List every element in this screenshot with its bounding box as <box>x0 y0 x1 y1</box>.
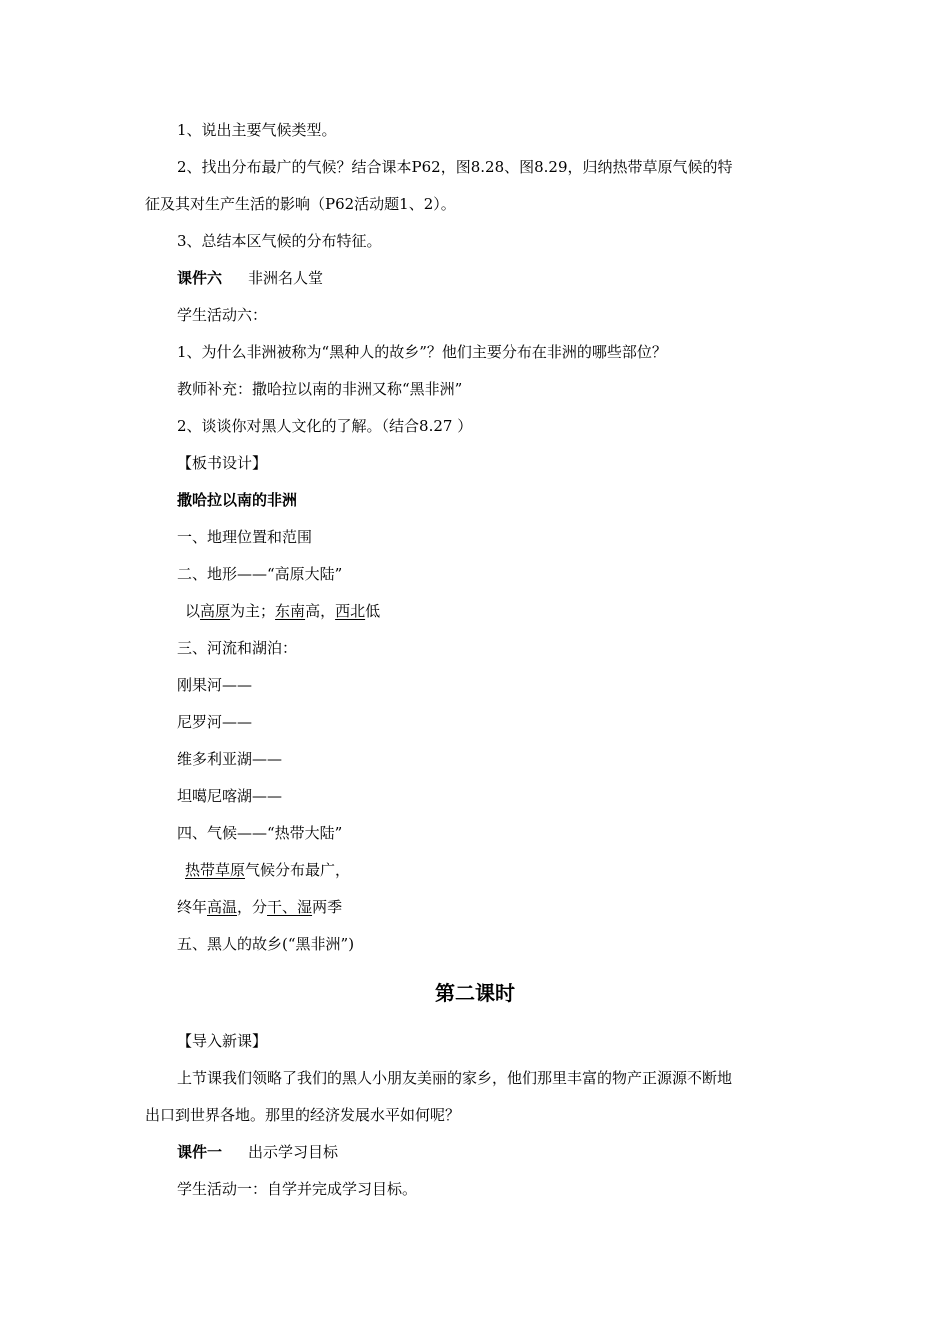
climate-detail-2: 终年高温，分干、湿两季 <box>177 898 343 916</box>
board-item-4: 四、气候——“热带大陆” <box>177 824 343 842</box>
lesson-two-heading: 第二课时 <box>435 981 515 1005</box>
lake-tanganyika: 坦噶尼喀湖—— <box>177 787 283 805</box>
courseware-six <box>177 268 323 288</box>
courseware-six-text: 非洲名人堂 <box>248 269 324 287</box>
dry-wet-term: 干、湿 <box>267 898 313 916</box>
river-nile: 尼罗河—— <box>177 713 253 731</box>
climate-question-2-line-2: 征及其对生产生活的影响（P62活动题1、2）。 <box>145 195 456 213</box>
plateau-term: 高原 <box>200 602 231 620</box>
board-item-3: 三、河流和湖泊： <box>177 639 298 657</box>
lake-victoria: 维多利亚湖—— <box>177 750 283 768</box>
southeast-term: 东南 <box>275 602 306 620</box>
climate-question-2-line-1: 2、找出分布最广的气候？结合课本P62，图8.28、图8.29，归纳热带草原气候的特 <box>177 158 733 176</box>
courseware-one <box>177 1142 338 1162</box>
board-item-2: 二、地形——“高原大陆” <box>177 565 343 583</box>
teacher-supplement: 教师补充：撒哈拉以南的非洲又称“黑非洲” <box>177 380 463 398</box>
board-design-title: 【板书设计】 <box>177 454 268 472</box>
climate-detail-1: 热带草原气候分布最广， <box>185 861 351 879</box>
climate-question-1: 1、说出主要气候类型。 <box>177 121 337 139</box>
climate-question-3: 3、总结本区气候的分布特征。 <box>177 232 382 250</box>
intro-line-1: 上节课我们领略了我们的黑人小朋友美丽的家乡，他们那里丰富的物产正源源不断地 <box>177 1069 733 1087</box>
board-item-5: 五、黑人的故乡(“黑非洲”) <box>177 935 355 953</box>
student-activity-six: 学生活动六： <box>177 306 268 324</box>
courseware-one-label: 课件一 <box>177 1143 223 1161</box>
activity-six-question-1: 1、为什么非洲被称为“黑种人的故乡”？他们主要分布在非洲的哪些部位？ <box>177 343 667 361</box>
northwest-term: 西北 <box>335 602 366 620</box>
board-item-1: 一、地理位置和范围 <box>177 528 313 546</box>
high-temp-term: 高温 <box>207 898 238 916</box>
river-congo: 刚果河—— <box>177 676 253 694</box>
courseware-six-label: 课件六 <box>177 269 223 287</box>
board-heading: 撒哈拉以南的非洲 <box>177 491 298 509</box>
activity-six-question-2: 2、谈谈你对黑人文化的了解。（结合8.27 ） <box>177 417 473 435</box>
intro-line-2: 出口到世界各地。那里的经济发展水平如何呢？ <box>145 1106 461 1124</box>
savanna-term: 热带草原 <box>185 861 246 879</box>
terrain-detail: 以高原为主；东南高，西北低 <box>185 602 381 620</box>
student-activity-one: 学生活动一：自学并完成学习目标。 <box>177 1180 418 1198</box>
intro-title: 【导入新课】 <box>177 1032 268 1050</box>
courseware-one-text: 出示学习目标 <box>248 1143 339 1161</box>
